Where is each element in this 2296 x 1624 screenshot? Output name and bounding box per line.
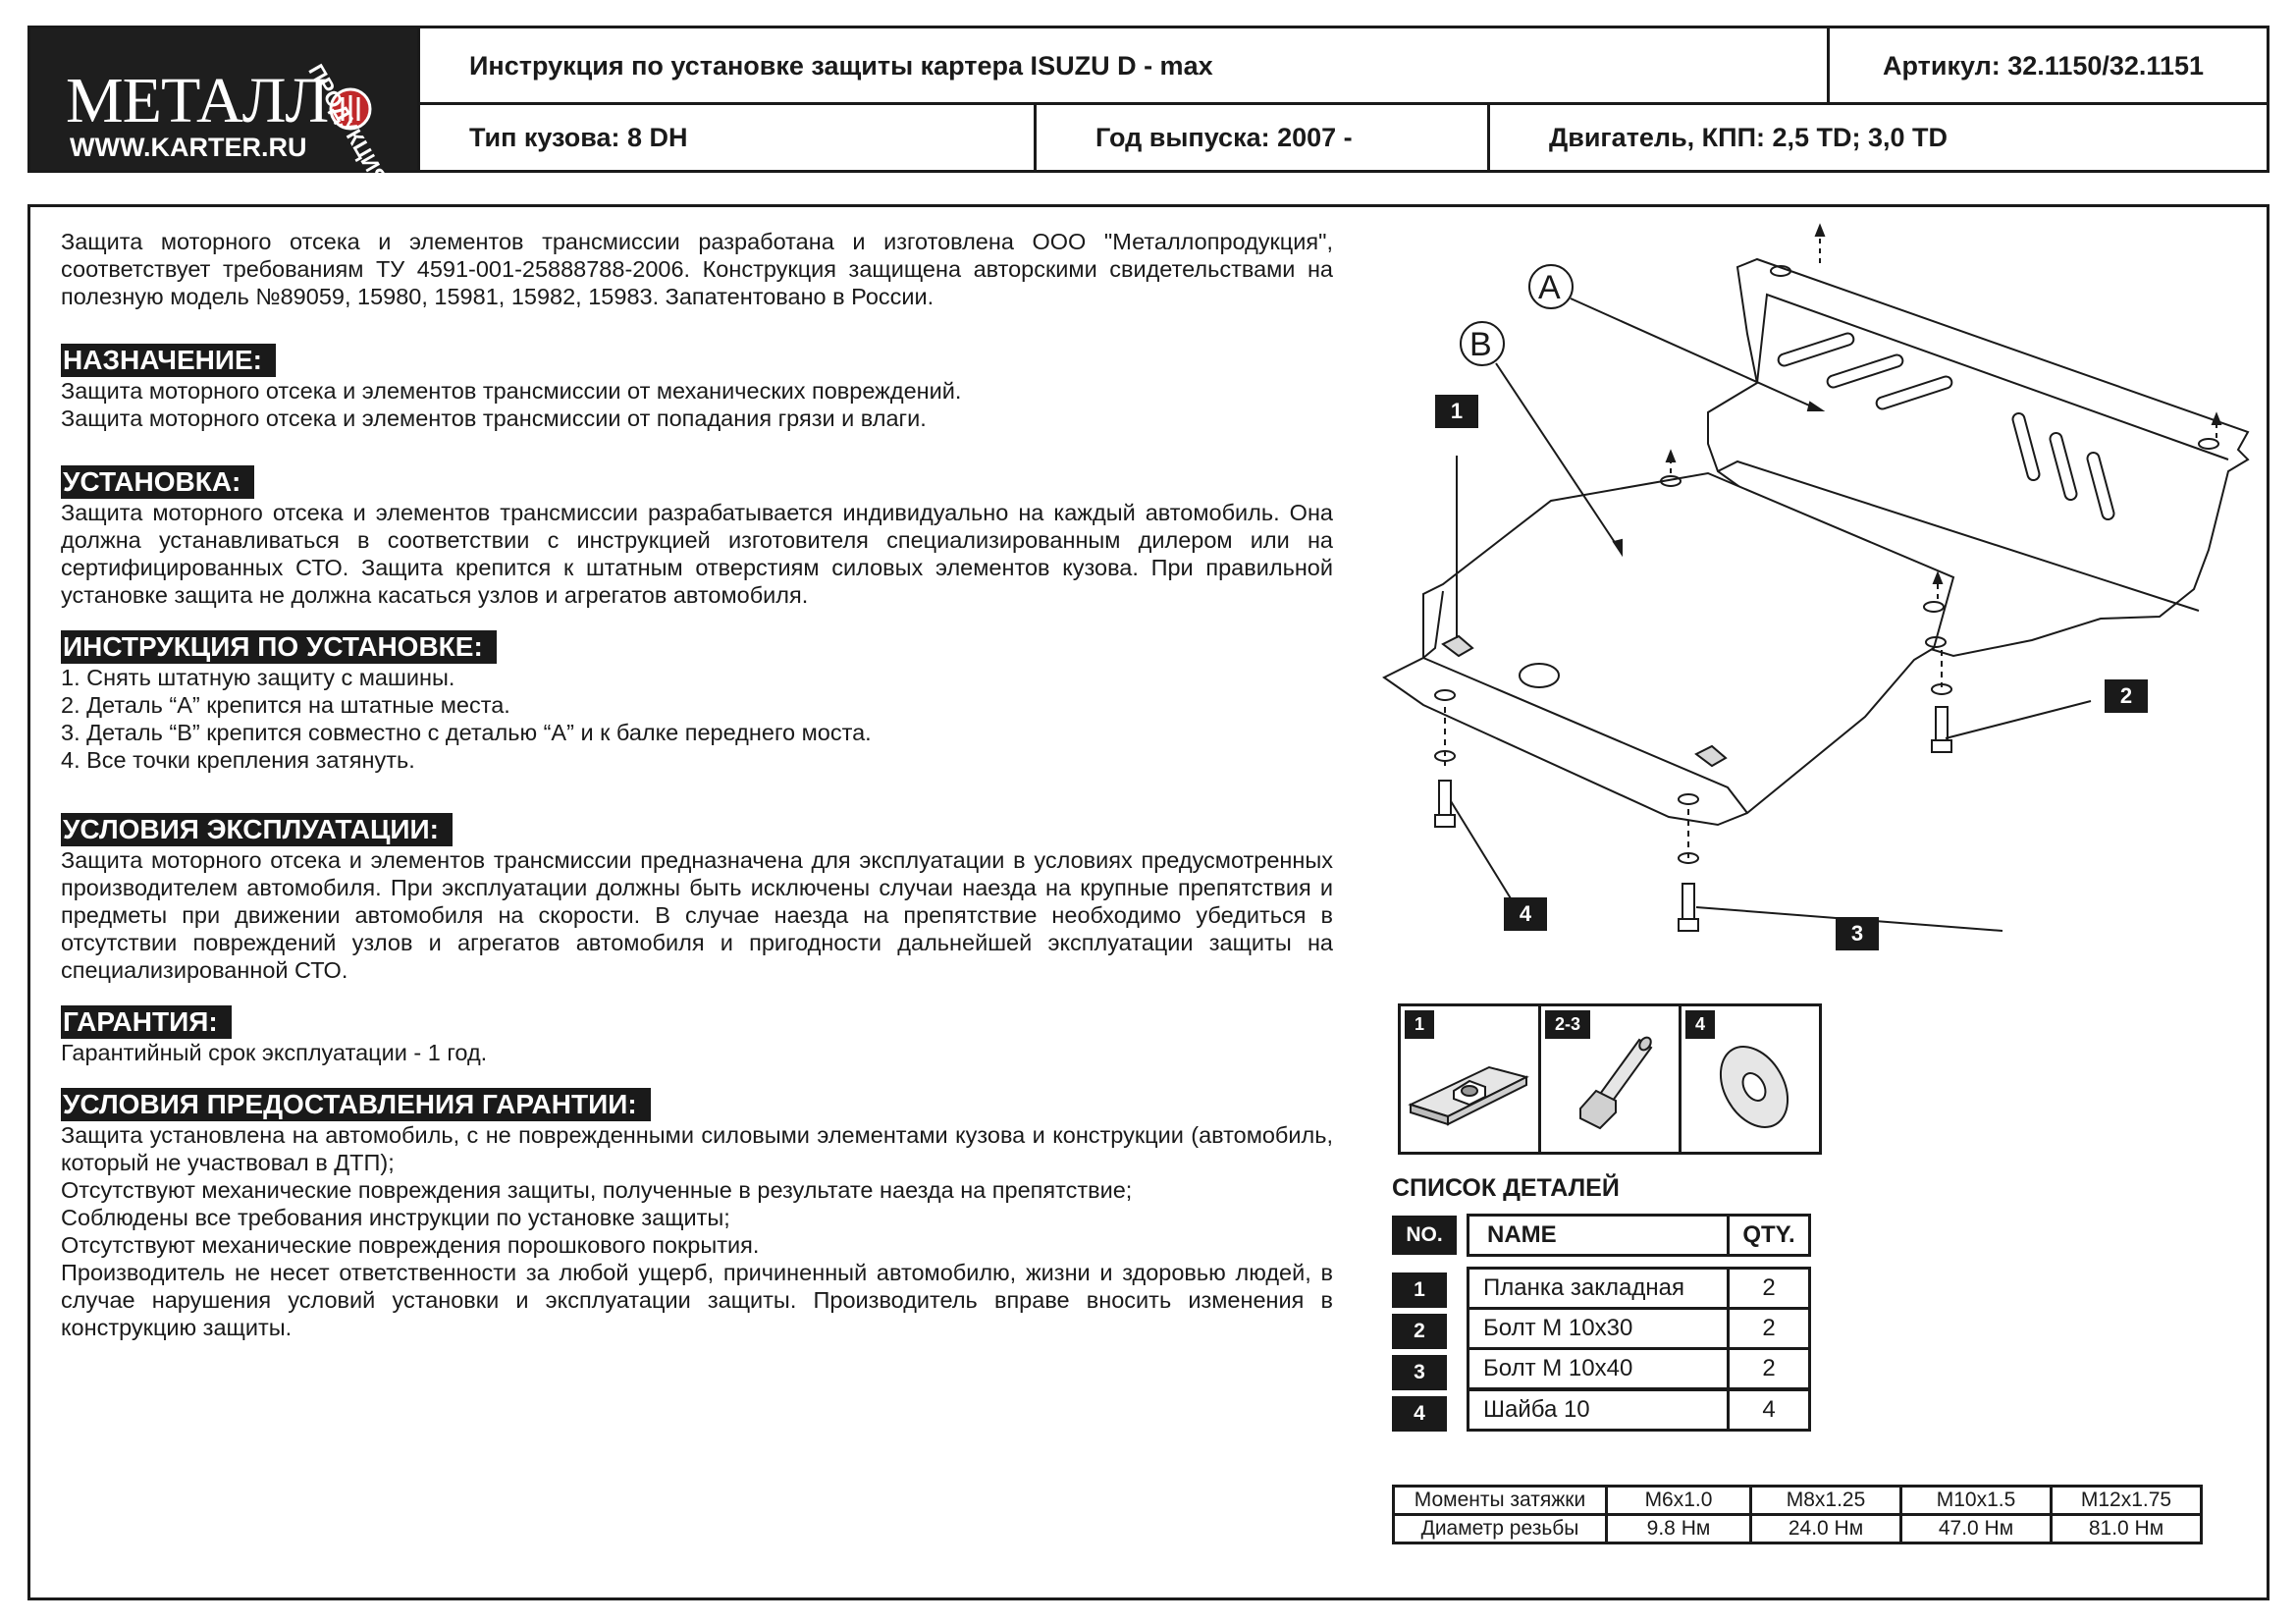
row-qty: 2: [1727, 1347, 1811, 1390]
torque-value: 24.0 Нм: [1751, 1515, 1901, 1543]
install-heading: УСТАНОВКА:: [61, 465, 254, 499]
col-no-header: NO.: [1392, 1216, 1457, 1255]
row-name: Болт М 10x40: [1467, 1347, 1730, 1390]
row-no: 4: [1392, 1396, 1447, 1432]
engine-info: Двигатель, КПП: 2,5 TD; 3,0 TD: [1487, 105, 2267, 170]
steps-heading: ИНСТРУКЦИЯ ПО УСТАНОВКЕ:: [61, 630, 497, 664]
conditions-line: Отсутствуют механические повреждения порошкового покрытия.: [61, 1232, 760, 1258]
row-no: 2: [1392, 1314, 1447, 1349]
thread-size: M12x1.75: [2052, 1487, 2202, 1515]
parts-list-title: СПИСОК ДЕТАЛЕЙ: [1392, 1174, 1620, 1202]
thread-size: M6x1.0: [1607, 1487, 1751, 1515]
washer-icon: [1682, 1006, 1821, 1152]
conditions-line: Производитель не несет ответственности за любой ущерб, причиненный автомобилю, жизни и здоровью людей, в случае нарушения условий установки и эксплуатации защиты. Производитель вправе вносить изменения в конструкцию защиты.: [61, 1260, 1333, 1340]
step-item: 4. Все точки крепления затянуть.: [61, 747, 415, 773]
usage-heading: УСЛОВИЯ ЭКСПЛУАТАЦИИ:: [61, 813, 453, 846]
step-item: 3. Деталь “В” крепится совместно с деталью “А” и к балке переднего моста.: [61, 720, 872, 745]
purpose-line: Защита моторного отсека и элементов трансмиссии от попадания грязи и влаги.: [61, 406, 927, 431]
parts-illustrations: [1398, 1003, 1822, 1155]
label-b: B: [1469, 326, 1492, 363]
col-qty-header: QTY.: [1727, 1214, 1811, 1257]
usage-paragraph: Защита моторного отсека и элементов трансмиссии предназначена для эксплуатации в условиях предусмотренных производителем автомобиля. При эксплуатации должны быть исключены случаи наезда на крупные препятствия и предметы при движении автомобиля на скорости. В случае наезда на препятствие необходимо убедиться в отсутствии повреждений узлов и агрегатов автомобиля и пригодности дальнейшей эксплуатации защиты на специализированной СТО.: [61, 847, 1333, 983]
conditions-line: Соблюдены все требования инструкции по установке защиты;: [61, 1205, 730, 1230]
callout-tag: 3: [1836, 917, 1879, 950]
part-box: [1682, 1006, 1819, 1152]
conditions-heading: УСЛОВИЯ ПРЕДОСТАВЛЕНИЯ ГАРАНТИИ:: [61, 1088, 651, 1121]
warranty-heading: ГАРАНТИЯ:: [61, 1005, 232, 1039]
doc-title: Инструкция по установке защиты картера ISUZU D - max: [417, 28, 1829, 103]
row-no: 3: [1392, 1355, 1447, 1390]
diagram-drawing: [1364, 216, 2268, 962]
instruction-text: [61, 228, 1333, 1341]
purpose-heading: НАЗНАЧЕНИЕ:: [61, 344, 276, 377]
torque-row: [1394, 1515, 2202, 1543]
torque-label: Моменты затяжки: [1394, 1487, 1607, 1515]
torque-value: 9.8 Нм: [1607, 1515, 1751, 1543]
warranty-line: Гарантийный срок эксплуатации - 1 год.: [61, 1040, 488, 1065]
row-qty: 2: [1727, 1267, 1811, 1310]
col-name-header: NAME: [1467, 1214, 1730, 1257]
purpose-line: Защита моторного отсека и элементов трансмиссии от механических повреждений.: [61, 378, 962, 404]
conditions-line: Отсутствуют механические повреждения защиты, полученные в результате наезда на препятствие;: [61, 1177, 1133, 1203]
callout-tag: 1: [1435, 395, 1478, 428]
row-name: Шайба 10: [1467, 1388, 1730, 1432]
part-box-tag: 4: [1685, 1010, 1715, 1039]
logo-site: WWW.KARTER.RU: [70, 133, 307, 162]
row-qty: 2: [1727, 1307, 1811, 1350]
release-year: Год выпуска: 2007 -: [1034, 105, 1489, 170]
header: [27, 26, 2269, 189]
logo-arc-text: ПРОДУКЦИЯ: [303, 60, 393, 189]
row-qty: 4: [1727, 1388, 1811, 1432]
torque-row: [1394, 1487, 2202, 1515]
row-name: Болт М 10x30: [1467, 1307, 1730, 1350]
torque-value: 47.0 Нм: [1901, 1515, 2052, 1543]
thread-size: M10x1.5: [1901, 1487, 2052, 1515]
row-no: 1: [1392, 1272, 1447, 1308]
assembly-diagram: [1364, 216, 2268, 967]
body-type: Тип кузова: 8 DH: [417, 105, 1036, 170]
callout-tag: 2: [2105, 679, 2148, 713]
callout-tag: 4: [1504, 897, 1547, 931]
install-paragraph: Защита моторного отсека и элементов трансмиссии разрабатывается индивидуально на каждый автомобиль. Она должна устанавливаться в соответствии с инструкцией изготовителя специализированным дилером или на сертифицированных СТО. Защита крепится к штатным отверстиям силовых элементов кузова. При правильной установке защита не должна касаться узлов и агрегатов автомобиля.: [61, 500, 1333, 608]
part-box-tag: 1: [1405, 1010, 1434, 1039]
torque-value: 81.0 Нм: [2052, 1515, 2202, 1543]
row-name: Планка закладная: [1467, 1267, 1730, 1310]
plate-icon: [1401, 1006, 1540, 1152]
logo-brand: МЕТАЛЛ: [66, 65, 329, 136]
thread-size: M8x1.25: [1751, 1487, 1901, 1515]
step-item: 1. Снять штатную защиту с машины.: [61, 665, 455, 690]
torque-table: [1392, 1485, 2203, 1544]
part-box: [1541, 1006, 1682, 1152]
step-item: 2. Деталь “А” крепится на штатные места.: [61, 692, 510, 718]
label-a: A: [1538, 269, 1561, 306]
conditions-line: Защита установлена на автомобиль, с не поврежденными силовыми элементами кузова и конструкции (автомобиль, который не участвовал в ДТП);: [61, 1122, 1333, 1175]
bolt-icon: [1541, 1006, 1681, 1152]
article-number: Артикул: 32.1150/32.1151: [1827, 28, 2267, 103]
intro-paragraph: Защита моторного отсека и элементов трансмиссии разработана и изготовлена ООО "Металлопродукция", соответствует требованиям ТУ 4591-001-25888788-2006. Конструкция защищена авторскими свидетельствами на полезную модель №89059, 15980, 15981, 15982, 15983. Запатентовано в России.: [61, 229, 1333, 309]
diameter-label: Диаметр резьбы: [1394, 1515, 1607, 1543]
part-box-tag: 2-3: [1545, 1010, 1590, 1039]
part-box: [1401, 1006, 1541, 1152]
logo: [30, 28, 419, 189]
